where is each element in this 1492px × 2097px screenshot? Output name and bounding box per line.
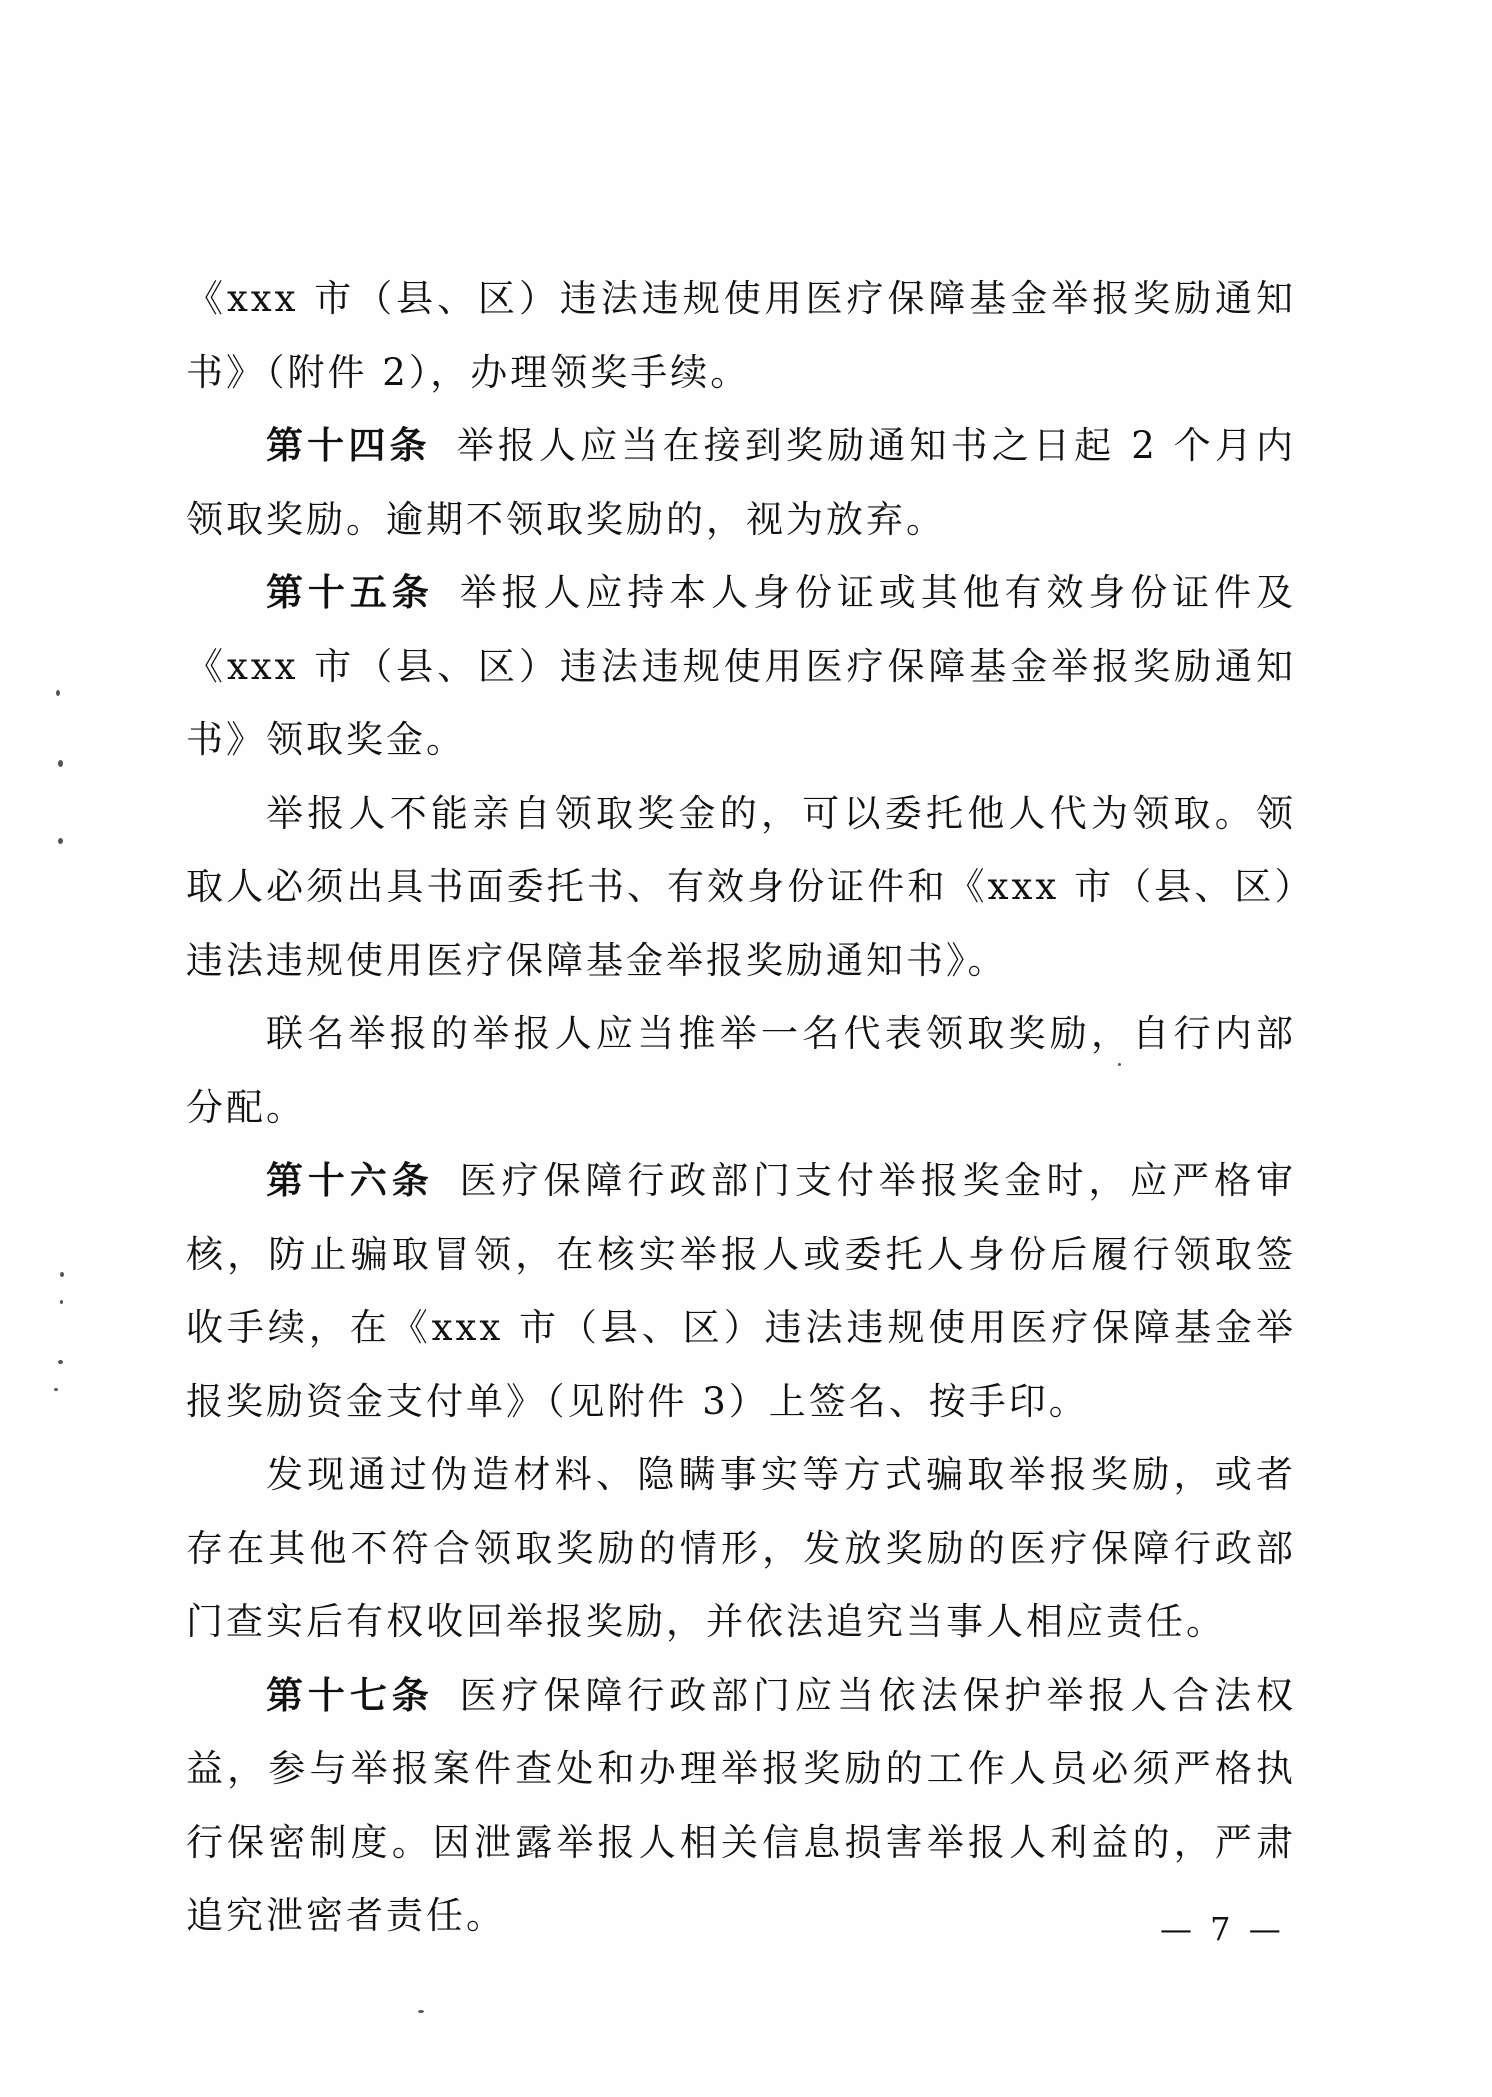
- scan-speck: [60, 1300, 63, 1304]
- scan-speck: [418, 2010, 424, 2013]
- scan-speck: [60, 1272, 64, 1277]
- page-number: — 7 —: [1160, 1910, 1285, 1948]
- scan-speck: [1118, 1063, 1121, 1066]
- paragraph-article-17: [186, 1659, 1296, 1953]
- article-16-heading: 第十六条: [266, 1159, 434, 1202]
- scan-speck: [58, 1360, 63, 1364]
- joint-report-text: 联名举报的举报人应当推举一名代表领取奖励，自行内部分配。: [186, 1012, 1296, 1129]
- paragraph-fraud-recovery: [186, 1438, 1296, 1659]
- scan-speck: [58, 838, 63, 844]
- fraud-recovery-text: 发现通过伪造材料、隐瞒事实等方式骗取举报奖励，或者存在其他不符合领取奖励的情形，发放奖励的医疗保障行政部门查实后有权收回举报奖励，并依法追究当事人相应责任。: [186, 1453, 1296, 1643]
- article-15-heading: 第十五条: [266, 571, 434, 614]
- scan-speck: [54, 1388, 58, 1391]
- document-body: [186, 262, 1296, 1953]
- paragraph-joint-report: [186, 997, 1296, 1144]
- article-17-heading: 第十七条: [266, 1673, 434, 1717]
- paragraph-article-16: [186, 1144, 1296, 1438]
- paragraph-1: [186, 262, 1296, 409]
- article-14-text: 举报人应当在接到奖励通知书之日起 2 个月内领取奖励。逾期不领取奖励的，视为放弃。: [186, 424, 1296, 541]
- article-17-text: 医疗保障行政部门应当依法保护举报人合法权益，参与举报案件查处和办理举报奖励的工作人员必须严格执行保密制度。因泄露举报人相关信息损害举报人利益的，严肃追究泄密者责任。: [186, 1673, 1297, 1937]
- article-15-text: 举报人应持本人身份证或其他有效身份证件及《xxx 市（县、区）违法违规使用医疗保障基金举报奖励通知书》领取奖金。: [186, 571, 1297, 761]
- paragraph-article-14: [186, 409, 1296, 556]
- article-14-heading: 第十四条: [266, 424, 431, 467]
- scan-speck: [58, 760, 63, 767]
- paragraph-proxy-collection: [186, 777, 1296, 998]
- article-16-text: 医疗保障行政部门支付举报奖金时，应严格审核，防止骗取冒领，在核实举报人或委托人身份后履行领取签收手续，在《xxx 市（县、区）违法违规使用医疗保障基金举报奖励资金支付单》（见附件 3）上签名、按手印。: [186, 1159, 1297, 1423]
- scan-speck: [56, 690, 60, 696]
- paragraph-article-15: [186, 556, 1296, 777]
- proxy-collection-text: 举报人不能亲自领取奖金的，可以委托他人代为领取。领取人必须出具书面委托书、有效身份证件和《xxx 市（县、区）违法违规使用医疗保障基金举报奖励通知书》。: [186, 791, 1296, 982]
- paragraph-1-text: 《xxx 市（县、区）违法违规使用医疗保障基金举报奖励通知书》（附件 2），办理领奖手续。: [186, 277, 1296, 394]
